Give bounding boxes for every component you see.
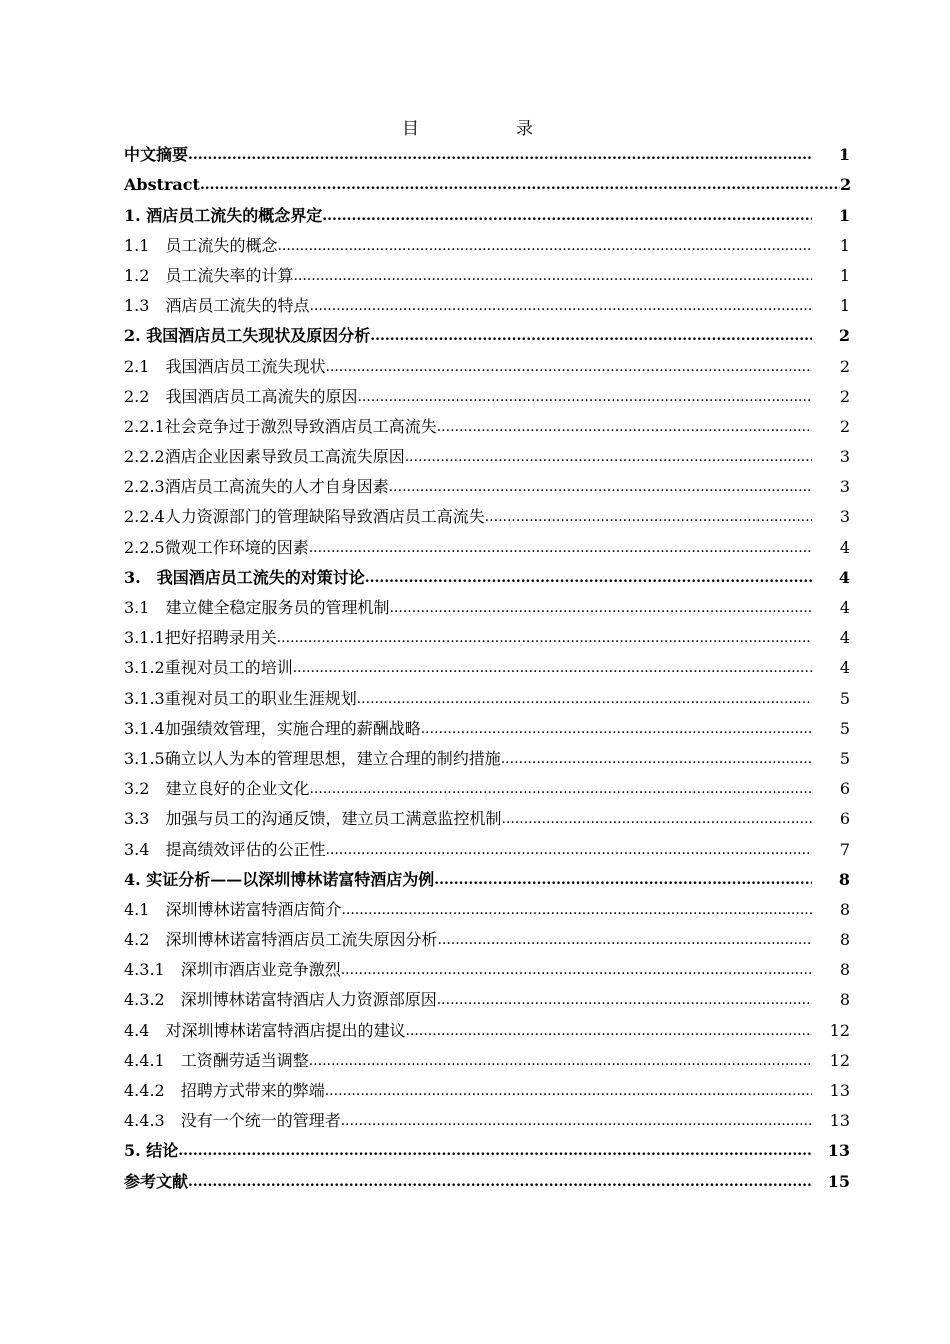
toc-entry-label: 3.3 加强与员工的沟通反馈，建立员工满意监控机制	[124, 809, 502, 829]
toc-entry[interactable]	[124, 563, 850, 593]
toc-entry-page-number: 1	[838, 145, 850, 165]
toc-entry[interactable]	[124, 351, 850, 381]
toc-entry[interactable]	[124, 1106, 850, 1136]
toc-dot-leader	[341, 895, 812, 925]
toc-dot-leader	[389, 593, 812, 623]
toc-entry-label: 3.1.1把好招聘录用关	[124, 628, 277, 648]
toc-entry[interactable]	[124, 744, 850, 774]
toc-entry-page-number: 1	[839, 265, 850, 285]
toc-dot-leader	[357, 684, 812, 714]
toc-dot-leader	[309, 533, 812, 563]
toc-entry[interactable]	[124, 200, 850, 230]
toc-entry-page-number: 4	[839, 658, 850, 678]
toc-title: 目 录	[402, 119, 573, 139]
toc-entry-page-number: 3	[839, 477, 850, 497]
toc-entry-page-number: 13	[827, 1141, 850, 1161]
toc-dot-leader	[188, 1167, 812, 1197]
toc-entry-label: 3.1.3重视对员工的职业生涯规划	[124, 688, 357, 708]
toc-entry[interactable]	[124, 170, 850, 200]
toc-entry-page-number: 1	[839, 296, 850, 316]
toc-dot-leader	[437, 925, 812, 955]
toc-entry-label: 2.2.5微观工作环境的因素	[124, 537, 309, 557]
toc-entry-label: 4.4.1 工资酬劳适当调整	[124, 1050, 309, 1070]
toc-entry-label: 3.1.5确立以人为本的管理思想，建立合理的制约措施	[124, 748, 501, 768]
toc-entry-label: 1. 酒店员工流失的概念界定	[124, 205, 323, 225]
toc-entry-label: 1.1 员工流失的概念	[124, 235, 278, 255]
toc-entry[interactable]	[124, 955, 850, 985]
toc-entry[interactable]	[124, 925, 850, 955]
toc-entry-label: 2.1 我国酒店员工流失现状	[124, 356, 326, 376]
toc-entry-label: 3.1.4加强绩效管理，实施合理的薪酬战略	[124, 718, 421, 738]
toc-entry[interactable]	[124, 261, 850, 291]
toc-entry-page-number: 1	[839, 235, 850, 255]
toc-entry-label: 4.1 深圳博林诺富特酒店简介	[124, 899, 342, 919]
toc-entry[interactable]	[124, 1166, 850, 1196]
toc-entry-page-number: 8	[839, 990, 850, 1010]
toc-entry-label: 2.2.3酒店员工高流失的人才自身因素	[124, 477, 389, 497]
toc-entry-page-number: 5	[839, 688, 850, 708]
toc-entry-label: 2.2.4人力资源部门的管理缺陷导致酒店员工高流失	[124, 507, 485, 527]
toc-entry[interactable]	[124, 774, 850, 804]
toc-entry-label: 3. 我国酒店员工流失的对策讨论	[124, 567, 365, 587]
toc-dot-leader	[309, 774, 812, 804]
toc-dot-leader	[277, 623, 812, 653]
toc-dot-leader	[501, 744, 812, 774]
toc-dot-leader	[309, 291, 812, 321]
toc-dot-leader	[325, 835, 812, 865]
toc-dot-leader	[485, 502, 812, 532]
toc-entry-page-number: 4	[839, 598, 850, 617]
toc-entry-page-number: 2	[840, 175, 852, 195]
toc-dot-leader	[322, 201, 812, 231]
toc-dot-leader	[365, 563, 812, 593]
toc-entry-page-number: 8	[838, 869, 850, 889]
toc-entry-page-number: 4	[839, 537, 850, 557]
toc-entry-page-number: 8	[839, 899, 850, 919]
toc-entry[interactable]	[124, 1136, 850, 1166]
toc-entry[interactable]	[124, 683, 850, 713]
toc-dot-leader	[437, 985, 812, 1015]
toc-dot-leader	[178, 1136, 812, 1166]
toc-entry-label: 4. 实证分析——以深圳博林诺富特酒店为例	[124, 869, 435, 889]
toc-entry[interactable]	[124, 804, 850, 834]
toc-entry-label: 1.3 酒店员工流失的特点	[124, 296, 310, 316]
toc-entry[interactable]	[124, 532, 850, 562]
toc-dot-leader	[200, 170, 840, 200]
toc-entry-label: 2.2.1社会竞争过于激烈导致酒店员工高流失	[124, 416, 437, 436]
toc-list	[124, 140, 850, 1197]
toc-dot-leader	[370, 321, 812, 351]
toc-entry-page-number: 6	[839, 779, 850, 799]
toc-entry-label: 2.2.2酒店企业因素导致员工高流失原因	[124, 447, 405, 467]
toc-entry[interactable]	[124, 382, 850, 412]
toc-entry[interactable]	[124, 834, 850, 864]
toc-entry-page-number: 12	[829, 1050, 850, 1070]
toc-entry-page-number: 2	[839, 416, 850, 436]
toc-dot-leader	[405, 1016, 812, 1046]
toc-entry-page-number: 6	[839, 809, 850, 829]
toc-dot-leader	[437, 412, 812, 442]
toc-entry[interactable]	[124, 1076, 850, 1106]
toc-entry-label: Abstract	[124, 175, 200, 195]
toc-entry-page-number: 4	[838, 567, 850, 587]
toc-dot-leader	[188, 140, 812, 170]
toc-entry-label: 4.3.1 深圳市酒店业竞争激烈	[124, 960, 341, 980]
toc-dot-leader	[293, 261, 812, 291]
toc-entry[interactable]	[124, 140, 850, 170]
toc-entry-label: 4.2 深圳博林诺富特酒店员工流失原因分析	[124, 930, 438, 950]
toc-entry-page-number: 15	[827, 1171, 850, 1191]
toc-entry[interactable]	[124, 472, 850, 502]
toc-entry-page-number: 2	[839, 386, 850, 406]
toc-entry-label: 中文摘要	[124, 145, 189, 165]
toc-entry[interactable]	[124, 714, 850, 744]
toc-dot-leader	[341, 1106, 812, 1136]
toc-entry-page-number: 8	[839, 930, 850, 950]
toc-entry[interactable]	[124, 623, 850, 653]
toc-entry[interactable]	[124, 865, 850, 895]
toc-entry-page-number: 1	[838, 205, 850, 225]
toc-entry-page-number: 5	[839, 718, 850, 738]
toc-entry[interactable]	[124, 653, 850, 683]
toc-entry-page-number: 2	[838, 326, 850, 346]
toc-entry-label: 5. 结论	[124, 1141, 179, 1161]
toc-entry[interactable]	[124, 1015, 850, 1045]
toc-entry-page-number: 8	[839, 960, 850, 980]
toc-entry-label: 2. 我国酒店员工失现状及原因分析	[124, 326, 371, 346]
toc-dot-leader	[277, 231, 812, 261]
toc-entry[interactable]	[124, 502, 850, 532]
toc-entry-page-number: 3	[839, 507, 850, 527]
toc-entry-label: 参考文献	[124, 1171, 189, 1191]
toc-entry-label: 2.2 我国酒店员工高流失的原因	[124, 386, 358, 406]
toc-entry[interactable]	[124, 412, 850, 442]
toc-entry[interactable]	[124, 442, 850, 472]
toc-entry[interactable]	[124, 985, 850, 1015]
toc-dot-leader	[325, 352, 812, 382]
toc-entry-label: 1.2 员工流失率的计算	[124, 265, 294, 285]
toc-entry-page-number: 2	[839, 356, 850, 376]
toc-entry-label: 3.4 提高绩效评估的公正性	[124, 839, 326, 859]
toc-dot-leader	[421, 714, 812, 744]
toc-entry-page-number: 12	[829, 1020, 850, 1040]
toc-entry[interactable]	[124, 1046, 850, 1076]
toc-entry-page-number: 13	[829, 1111, 850, 1131]
toc-entry-label: 4.4 对深圳博林诺富特酒店提出的建议	[124, 1020, 406, 1040]
toc-entry-page-number: 7	[839, 839, 850, 859]
toc-entry[interactable]	[124, 895, 850, 925]
toc-dot-leader	[389, 472, 812, 502]
toc-entry-label: 3.1 建立健全稳定服务员的管理机制	[124, 598, 390, 617]
toc-entry-label: 3.1.2重视对员工的培训	[124, 658, 293, 678]
toc-entry-page-number: 5	[839, 748, 850, 768]
toc-entry-label: 4.4.3 没有一个统一的管理者	[124, 1111, 341, 1131]
toc-dot-leader	[434, 865, 812, 895]
toc-entry-page-number: 4	[839, 628, 850, 648]
toc-entry[interactable]	[124, 593, 850, 623]
toc-dot-leader	[357, 382, 812, 412]
toc-entry-page-number: 3	[839, 447, 850, 467]
toc-dot-leader	[405, 442, 812, 472]
toc-entry-page-number: 13	[829, 1081, 850, 1100]
toc-entry[interactable]	[124, 231, 850, 261]
toc-entry-label: 3.2 建立良好的企业文化	[124, 779, 310, 799]
toc-entry[interactable]	[124, 321, 850, 351]
toc-entry[interactable]	[124, 291, 850, 321]
toc-dot-leader	[501, 804, 812, 834]
toc-dot-leader	[309, 1046, 812, 1076]
toc-dot-leader	[293, 653, 812, 683]
toc-entry-label: 4.3.2 深圳博林诺富特酒店人力资源部原因	[124, 990, 437, 1010]
toc-dot-leader	[341, 955, 812, 985]
toc-entry-label: 4.4.2 招聘方式带来的弊端	[124, 1081, 325, 1100]
toc-dot-leader	[325, 1076, 812, 1106]
